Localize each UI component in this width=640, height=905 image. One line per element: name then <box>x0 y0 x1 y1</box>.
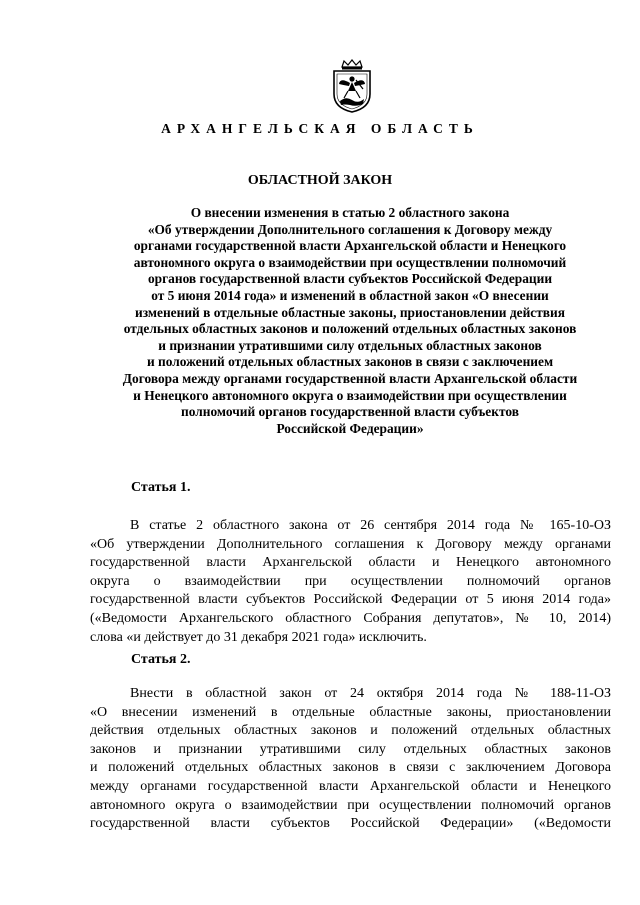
text-line: действия отдельных областных законов и положений отдельных областных <box>90 723 611 739</box>
text-line: государственной власти Архангельской области и Ненецкого автономного <box>90 555 611 571</box>
title-line: полномочий органов государственной власти субъектов <box>181 404 519 420</box>
text-line: законов и признании утратившими силу отдельных областных законов <box>90 741 611 757</box>
text-line: «Об утверждении Дополнительного соглашения к Договору между органами <box>90 536 611 552</box>
law-type-heading: ОБЛАСТНОЙ ЗАКОН <box>247 173 393 188</box>
title-line: и Ненецкого автономного округа о взаимодействии при осуществлении <box>133 387 567 403</box>
text-line: («Ведомости Архангельского областного Собрания депутатов», № 10, 2014) <box>90 610 611 626</box>
text-line: округа о взаимодействии при осуществлении полномочий органов <box>90 573 611 589</box>
text-line: слова «и действует до 31 декабря 2021 года» исключить. <box>90 629 427 645</box>
title-line: органов государственной власти субъектов Российской Федерации <box>147 271 553 287</box>
text-line: и положений отдельных областных законов в связи с заключением Договора <box>90 760 611 776</box>
title-line: отдельных областных законов и положений отдельных областных законов <box>123 321 577 337</box>
text-line: Внести в областной закон от 24 октября 2014 года № 188-11-ОЗ <box>130 686 611 701</box>
text-line: В статье 2 областного закона от 26 сентября 2014 года № 165-10-ОЗ <box>130 518 611 533</box>
title-line: О внесении изменения в статью 2 областного закона <box>190 205 510 220</box>
text-line: автономного округа о взаимодействии при осуществлении полномочий органов <box>90 797 611 813</box>
text-line: государственной власти субъектов Российской Федерации» («Ведомости <box>90 816 611 832</box>
text-line: государственной власти субъектов Российской Федерации от 5 июня 2014 года» <box>90 592 611 608</box>
title-line: от 5 июня 2014 года» и изменений в областной закон «О внесении <box>151 287 549 303</box>
title-line: «Об утверждении Дополнительного соглашения к Договору между <box>147 221 553 237</box>
title-line: Российской Федерации» <box>276 420 424 436</box>
article-1-heading: Статья 1. <box>131 480 191 495</box>
article-1-text <box>90 517 611 647</box>
title-line: и признании утратившими силу отдельных областных законов <box>158 337 542 353</box>
title-line: автономного округа о взаимодействии при осуществлении полномочий <box>133 254 567 270</box>
text-line: между органами государственной власти Архангельской области и Ненецкого <box>90 778 611 794</box>
text-line: «О внесении изменений в отдельные областные законы, приостановлении <box>90 704 611 720</box>
law-title <box>88 205 612 437</box>
article-2-text <box>90 685 611 834</box>
coat-of-arms-icon <box>326 58 378 114</box>
title-line: Договора между органами государственной власти Архангельской области <box>122 370 578 386</box>
title-line: изменений в отдельные областные законы, приостановлении действия <box>135 304 565 320</box>
article-2-heading: Статья 2. <box>131 652 191 667</box>
title-line: и положений отдельных областных законов в связи с заключением <box>146 354 554 370</box>
title-line: органами государственной власти Архангельской области и Ненецкого <box>133 238 567 254</box>
region-name: АРХАНГЕЛЬСКАЯ ОБЛАСТЬ <box>161 121 479 136</box>
